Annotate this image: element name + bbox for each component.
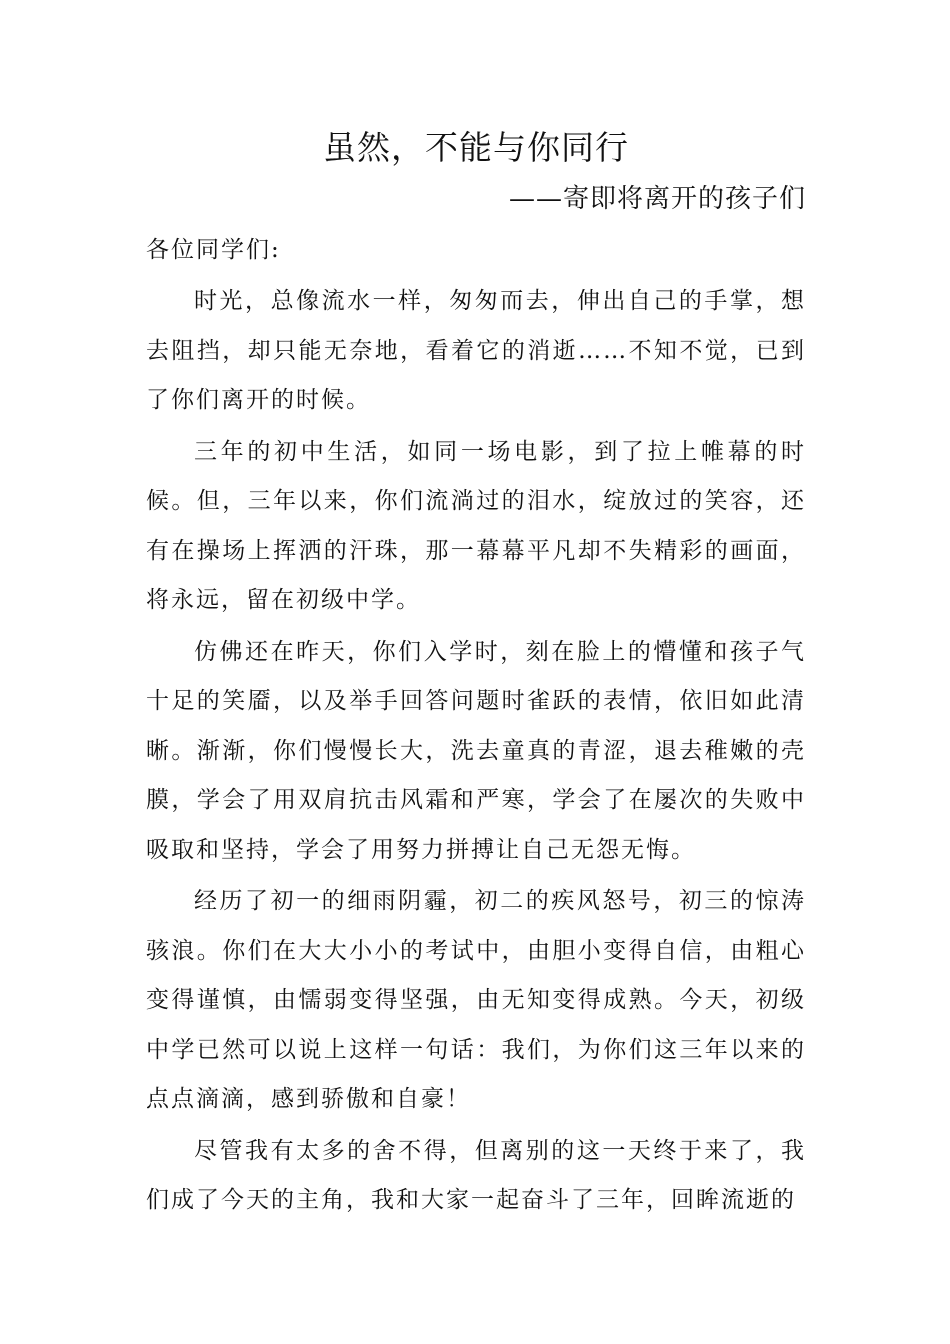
paragraph-3: 仿佛还在昨天，你们入学时，刻在脸上的懵懂和孩子气十足的笑靥，以及举手回答问题时雀跃的表情，依旧如此清晰。渐渐，你们慢慢长大，洗去童真的青涩，退去稚嫩的壳膜，学会了用双肩抗击风霜和严寒，学会了在屡次的失败中吸取和坚持，学会了用努力拼搏让自己无怨无悔。 bbox=[146, 638, 806, 863]
document-page bbox=[146, 118, 806, 1226]
paragraph-5: 尽管我有太多的舍不得，但离别的这一天终于来了，我们成了今天的主角，我和大家一起奋斗了三年，回眸流逝的 bbox=[146, 1137, 806, 1213]
document-subtitle: ——寄即将离开的孩子们 bbox=[508, 184, 806, 214]
paragraph-4: 经历了初一的细雨阴霾，初二的疾风怒号，初三的惊涛骇浪。你们在大大小小的考试中，由胆小变得自信，由粗心变得谨慎，由懦弱变得坚强，由无知变得成熟。今天，初级中学已然可以说上这样一句话：我们，为你们这三年以来的点点滴滴，感到骄傲和自豪！ bbox=[146, 888, 806, 1112]
greeting: 各位同学们: bbox=[146, 237, 281, 263]
paragraph-2: 三年的初中生活，如同一场电影，到了拉上帷幕的时候。但，三年以来，你们流淌过的泪水，绽放过的笑容，还有在操场上挥洒的汗珠，那一幕幕平凡却不失精彩的画面，将永远，留在初级中学。 bbox=[146, 438, 806, 613]
document-title: 虽然，不能与你同行 bbox=[323, 128, 629, 167]
paragraph-1: 时光，总像流水一样，匆匆而去，伸出自己的手掌，想去阻挡，却只能无奈地，看着它的消逝……不知不觉，已到了你们离开的时候。 bbox=[146, 288, 806, 413]
